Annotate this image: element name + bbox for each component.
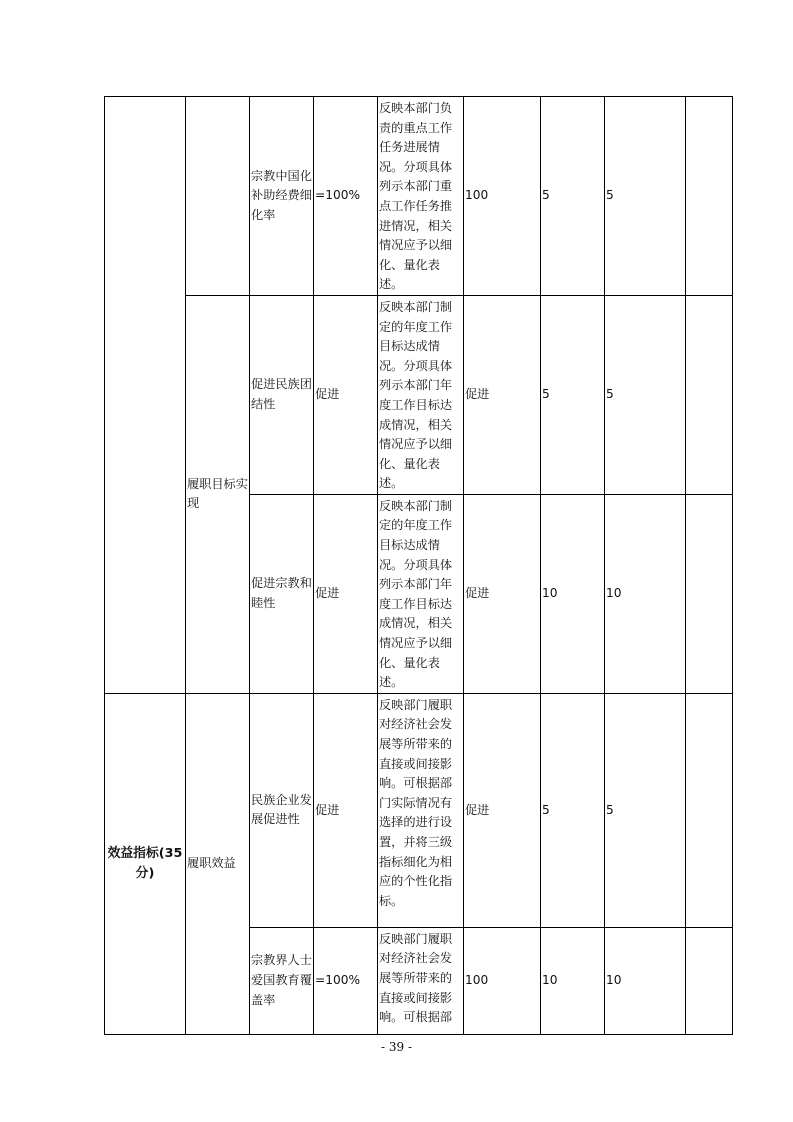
note-cell [686, 693, 733, 927]
actual-value-cell: 100 [464, 97, 541, 296]
score-cell: 5 [605, 295, 686, 494]
level3-indicator-cell: 民族企业发展促进性 [250, 693, 314, 927]
score-cell: 5 [605, 693, 686, 927]
actual-value-cell: 100 [464, 927, 541, 1034]
level2-indicator-cell [186, 97, 250, 296]
target-value-cell: 促进 [314, 693, 378, 927]
score-cell: 10 [605, 494, 686, 693]
weight-cell: 10 [541, 927, 605, 1034]
level3-indicator-cell: 促进宗教和睦性 [250, 494, 314, 693]
description-cell: 反映部门履职对经济社会发展等所带来的直接或间接影响。可根据部门实际情况有选择的进行设置，并将三级指标细化为相应的个性化指标。 [378, 693, 464, 927]
level1-indicator-cell [105, 97, 186, 694]
target-value-cell: =100% [314, 927, 378, 1034]
weight-cell: 5 [541, 295, 605, 494]
note-cell [686, 295, 733, 494]
table-row [105, 97, 733, 296]
level3-indicator-cell: 宗教中国化补助经费细化率 [250, 97, 314, 296]
level3-indicator-cell: 促进民族团结性 [250, 295, 314, 494]
page-number: - 39 - [380, 1040, 412, 1054]
table-row [105, 693, 733, 927]
description-cell: 反映本部门制定的年度工作目标达成情况。分项具体列示本部门年度工作目标达成情况，相关情况应予以细化、量化表述。 [378, 295, 464, 494]
note-cell [686, 927, 733, 1034]
score-cell: 10 [605, 927, 686, 1034]
note-cell [686, 494, 733, 693]
description-cell: 反映部门履职对经济社会发展等所带来的直接或间接影响。可根据部 [378, 927, 464, 1034]
level1-indicator-cell: 效益指标(35分) [105, 693, 186, 1034]
level2-indicator-cell: 履职效益 [186, 693, 250, 1034]
score-cell: 5 [605, 97, 686, 296]
weight-cell: 5 [541, 97, 605, 296]
weight-cell: 5 [541, 693, 605, 927]
description-cell: 反映本部门制定的年度工作目标达成情况。分项具体列示本部门年度工作目标达成情况，相关情况应予以细化、量化表述。 [378, 494, 464, 693]
actual-value-cell: 促进 [464, 295, 541, 494]
note-cell [686, 97, 733, 296]
actual-value-cell: 促进 [464, 693, 541, 927]
level3-indicator-cell: 宗教界人士爱国教育覆盖率 [250, 927, 314, 1034]
level2-indicator-cell: 履职目标实现 [186, 295, 250, 693]
actual-value-cell: 促进 [464, 494, 541, 693]
performance-table-container [104, 96, 732, 1035]
target-value-cell: 促进 [314, 494, 378, 693]
weight-cell: 10 [541, 494, 605, 693]
target-value-cell: =100% [314, 97, 378, 296]
table-row [105, 295, 733, 494]
performance-indicator-table [104, 96, 733, 1035]
target-value-cell: 促进 [314, 295, 378, 494]
description-cell: 反映本部门负责的重点工作任务进展情况。分项具体列示本部门重点工作任务推进情况，相关情况应予以细化、量化表述。 [378, 97, 464, 296]
